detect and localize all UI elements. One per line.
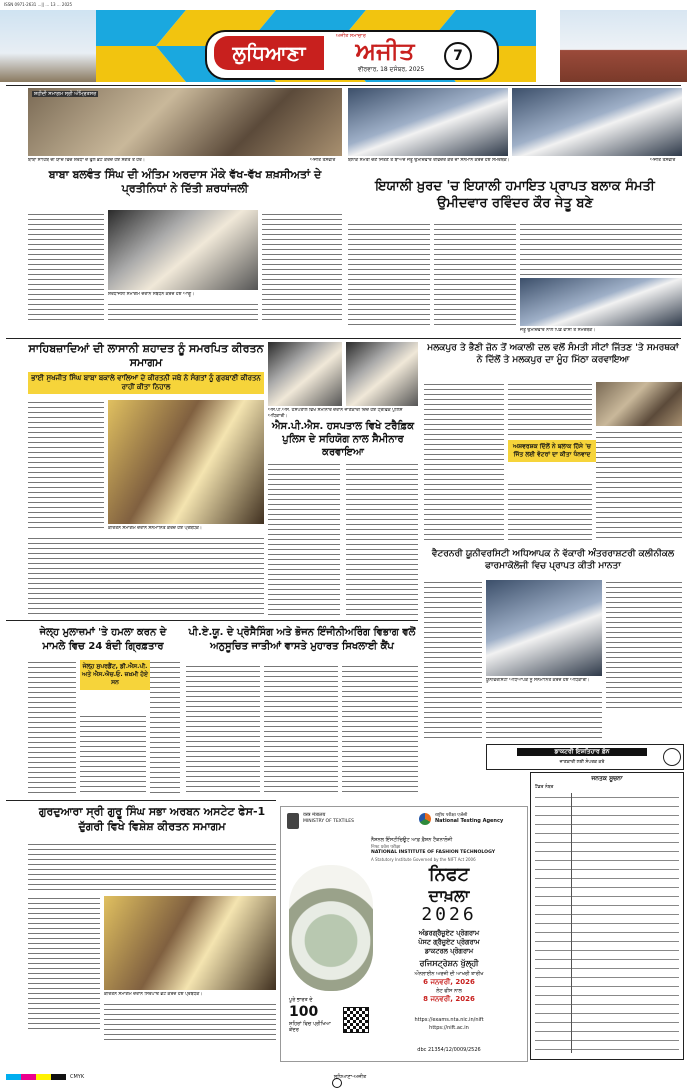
- late-fee-date: 8 ਜਨਵਰੀ, 2026: [423, 995, 475, 1003]
- story9-body-lines-b: [28, 896, 100, 1032]
- prefix-line: ISSN 0971-2631 ...|| ... 13 ... 2025: [4, 2, 73, 7]
- small-ad: [486, 744, 684, 770]
- footer-cmyk: CMYK: [70, 1074, 85, 1080]
- brand-name: ਨਿਫਟ: [428, 864, 470, 885]
- story2-photo-caption: ਜੇਤੂ ਉਮੀਦਵਾਰ ਨਾਲ ਪਿੰਡ ਵਾਸੀ ਤੇ ਸਮਰਥਕ।: [520, 328, 596, 333]
- small-ad-label: ਡਾਕਟਰੀ ਇਸ਼ਤਿਹਾਰ ਫ਼ੋਨ: [517, 748, 647, 756]
- url-nift: https://nift.ac.in: [429, 1025, 469, 1031]
- admission-year: 2026: [421, 904, 477, 925]
- small-ad-sub: ਜਾਣਕਾਰੀ ਲਈ ਸੰਪਰਕ ਕਰੋ: [559, 760, 605, 765]
- programme-pg: ਪੋਸਟ ਗ੍ਰੈਜੂਏਟ ਪ੍ਰੋਗਰਾਮ: [418, 938, 480, 946]
- story1-headline: ਬਾਬਾ ਬਲਵੰਤ ਸਿੰਘ ਦੀ ਅੰਤਿਮ ਅਰਦਾਸ ਮੌਕੇ ਵੱਖ-ਵੱਖ ਸ਼ਖ਼ਸੀਅਤਾਂ ਦੇ ਪ੍ਰਤੀਨਿਧਾਂ ਨੇ ਦਿੱਤੀ ਸ਼ਰਧਾਂਜਲੀ: [48, 168, 322, 195]
- centres-pre: ਪੂਰੇ ਭਾਰਤ ਦੇ: [289, 997, 313, 1003]
- city-name: ਲੁਧਿਆਣਾ: [214, 36, 324, 70]
- swatch-yellow: [36, 1074, 51, 1080]
- story7-body-lines-b: [80, 714, 146, 796]
- story6-body-lines-a: [424, 580, 482, 740]
- story2-photo-left: [348, 88, 508, 156]
- story5-body-lines-d: [596, 430, 682, 542]
- small-ad-emblem-icon: [663, 748, 681, 766]
- header-photo-right: [560, 10, 687, 82]
- centres-number: 100: [289, 1004, 319, 1020]
- paper-tag: ਅਜੀਤ ਸਮਾਚਾਰ: [336, 33, 366, 39]
- story2-caption: ਬਲਾਕ ਸੰਮਤੀ ਚੋਣ ਜਿੱਤਣ ਤੋਂ ਬਾਅਦ ਜੇਤੂ ਉਮੀਦਵਾਰ ਰਵਿੰਦਰ ਕੌਰ ਦਾ ਸਨਮਾਨ ਕਰਦੇ ਹੋਏ ਸਮਰਥਕ।: [348, 158, 510, 163]
- statutory-line: A Statutory Institute Governed by the NIFT Act 2006: [371, 857, 476, 862]
- swatch-cyan: [6, 1074, 21, 1080]
- color-bar: [6, 1074, 66, 1080]
- swatch-black: [51, 1074, 66, 1080]
- story9-photo: [104, 896, 276, 990]
- page-number: 7: [444, 42, 472, 70]
- programme-ug: ਅੰਡਰਗ੍ਰੈਜੂਏਟ ਪ੍ਰੋਗਰਾਮ: [418, 929, 480, 937]
- story5-body-lines-b: [508, 382, 592, 436]
- story3-photo-caption: ਕੀਰਤਨ ਸਮਾਗਮ ਦੌਰਾਨ ਸਨਮਾਨਿਤ ਕਰਦੇ ਹੋਏ ਪ੍ਰਬੰਧਕ।: [108, 526, 202, 531]
- story2-body-lines-b: [434, 222, 516, 326]
- nta-name: National Testing Agency: [435, 818, 504, 824]
- story4-photo-left: [268, 342, 342, 406]
- url-nta: https://exams.nta.nic.in/nift: [414, 1017, 484, 1023]
- admission-label: ਦਾਖ਼ਲਾ: [428, 886, 470, 905]
- late-fee-line: ਲੇਟ ਫੀਸ ਨਾਲ: [436, 988, 462, 994]
- public-notice: [530, 772, 684, 1060]
- story9-body-lines-c: [104, 1002, 276, 1042]
- story2-credit: ਅਜੀਤ ਤਸਵੀਰ: [650, 158, 676, 163]
- story5-body-lines-c: [508, 482, 592, 542]
- story8-body-lines-b: [264, 664, 338, 796]
- story2-body-lines-a: [348, 222, 430, 326]
- story1-photo-inline: [108, 210, 258, 290]
- divider-2: [6, 620, 418, 621]
- story5-body-lines-a: [424, 382, 504, 542]
- story6-photo-caption: ਯੂਨੀਵਰਸਿਟੀ ਅਧਿਆਪਕ ਨੂੰ ਸਨਮਾਨਿਤ ਕਰਦੇ ਹੋਏ ਅਧਿਕਾਰੀ।: [486, 678, 590, 683]
- story9-photo-caption: ਕੀਰਤਨ ਸਮਾਗਮ ਦੌਰਾਨ ਸਿਰੋਪਾਓ ਭੇਟ ਕਰਦੇ ਹੋਏ ਪ੍ਰਬੰਧਕ।: [104, 992, 203, 997]
- story3-subhead: ਭਾਈ ਸੁਖਜੀਤ ਸਿੰਘ ਬਾਬਾ ਬਕਾਲੇ ਵਾਲਿਆਂ ਦੇ ਕੀਰਤਨੀ ਜਥੇ ਨੇ ਸੰਗਤਾਂ ਨੂੰ ਗੁਰਬਾਣੀ ਕੀਰਤਨ ਰਾਹੀਂ ਕੀਤਾ ਨਿਹਾਲ: [28, 372, 264, 394]
- story5-photo: [596, 382, 682, 426]
- story6-photo: [486, 580, 602, 676]
- divider-1: [6, 338, 681, 339]
- qr-code-icon: [343, 1007, 369, 1033]
- paper-name: ਅਜੀਤ: [355, 37, 415, 65]
- issue-date: ਵੀਰਵਾਰ, 18 ਦਸੰਬਰ, 2025: [357, 66, 425, 73]
- story9-body-lines-a: [28, 842, 276, 892]
- story1-body-lines-a: [28, 212, 104, 324]
- story7-headline: ਜੇਲ੍ਹ ਮੁਲਾਜ਼ਮਾਂ 'ਤੇ ਹਮਲਾ ਕਰਨ ਦੇ ਮਾਮਲੇ ਵਿਚ 24 ਬੰਦੀ ਗ੍ਰਿਫ਼ਤਾਰ: [39, 627, 167, 652]
- story7-body-lines-c: [150, 660, 180, 796]
- ministry-hindi: वस्त्र मंत्रालय: [303, 812, 326, 818]
- story5-pull-quote: ਅਸ਼ਵਰਸ਼ਕ ਦਿੱਲੋਂ ਨੇ ਬਲਾਕ ਹਿੱਸੇ 'ਚ ਜਿੱਤ ਲਈ ਵੋਟਰਾਂ ਦਾ ਕੀਤਾ ਧੰਨਵਾਦ: [508, 440, 596, 462]
- notice-ref: ਟੈਂਡਰ ਨੰਬਰ: [535, 785, 554, 790]
- nta-hindi: राष्ट्रीय परीक्षा एजेंसी: [435, 813, 468, 818]
- inst-hindi: निफ्ट प्रवेश परीक्षा: [371, 845, 401, 850]
- nift-ad: [280, 806, 528, 1062]
- nta-logo-icon: [419, 813, 431, 825]
- story6-body-lines-b: [606, 580, 682, 710]
- story7-box: ਜੇਲ੍ਹ ਸੁਪਰਡੈਂਟ, ਡੀ.ਐਸ.ਪੀ. ਅਤੇ ਐਸ.ਐਚ.ਓ. ਜ਼ਖ਼ਮੀ ਹੋਏ ਸਨ: [80, 660, 150, 690]
- story1-caption: ਬਾਬਾ ਸਾਹਿਬ ਦੀ ਯਾਦ ਵਿਚ ਸ਼ਰਧਾ ਦੇ ਫੁੱਲ ਭੇਟ ਕਰਦੇ ਹੋਏ ਸੰਗਤ ਤੇ ਹੋਰ।: [28, 158, 145, 163]
- story1-photo-tag: ਸ਼ਹੀਦੀ ਸਮਾਗਮ ਸ੍ਰੀ ਅੰਮ੍ਰਿਤਸਰ: [34, 91, 97, 97]
- emblem-icon: [287, 813, 299, 829]
- story6-headline: ਵੈਟਰਨਰੀ ਯੂਨੀਵਰਸਿਟੀ ਅਧਿਆਪਕ ਨੇ ਵੱਕਾਰੀ ਅੰਤਰਰਾਸ਼ਟਰੀ ਕਲੀਨੀਕਲ ਫਾਰਮਾਕੋਲੋਜੀ ਵਿਚ ਪ੍ਰਾਪਤ ਕੀਤੀ ਮਾਨਤਾ: [431, 549, 675, 571]
- story2-photo-group: [520, 278, 682, 326]
- story1-body-lines-b: [262, 212, 342, 324]
- footer-center: ਲੁਧਿਆਣਾ-ਅਜੀਤ: [333, 1074, 367, 1080]
- story3-headline: ਸਾਹਿਬਜ਼ਾਦਿਆਂ ਦੀ ਲਾਸਾਨੀ ਸ਼ਹਾਦਤ ਨੂੰ ਸਮਰਪਿਤ ਕੀਰਤਨ ਸਮਾਗਮ: [28, 342, 264, 369]
- divider-3: [6, 800, 276, 801]
- story1-body-lines-c: [108, 302, 258, 324]
- registration-mark-icon: [332, 1078, 342, 1088]
- story4-photo-right: [346, 342, 418, 406]
- story8-headline: ਪੀ.ਏ.ਯੂ. ਦੇ ਪ੍ਰੋਸੈਸਿੰਗ ਅਤੇ ਭੋਜਨ ਇੰਜੀਨੀਅਰਿੰਗ ਵਿਭਾਗ ਵਲੋਂ ਅਨੁਸੂਚਿਤ ਜਾਤੀਆਂ ਵਾਸਤੇ ਮੁਹਾਰਤ ਸਿਖਲਾਈ ਕੈਂਪ: [188, 627, 416, 652]
- story1-credit: ਅਜੀਤ ਤਸਵੀਰ: [310, 158, 336, 163]
- story1-photo-caption: ਸ਼ਰਧਾਂਜਲੀ ਸਮਾਗਮ ਦੌਰਾਨ ਸੰਬੋਧਨ ਕਰਦੇ ਹੋਏ ਆਗੂ।: [108, 292, 195, 297]
- centres-post: ਸ਼ਹਿਰਾਂ ਵਿਚ ਪ੍ਰੀਖਿਆ ਕੇਂਦਰ: [289, 1021, 331, 1033]
- story4-headline: ਐਸ.ਪੀ.ਐਸ. ਹਸਪਤਾਲ ਵਿਖੇ ਟਰੈਫ਼ਿਕ ਪੁਲਿਸ ਦੇ ਸਹਿਯੋਗ ਨਾਲ ਸੈਮੀਨਾਰ ਕਰਵਾਇਆ: [271, 421, 415, 458]
- ministry-name: MINISTRY OF TEXTILES: [303, 819, 354, 824]
- story4-caption: ਐਸ.ਪੀ.ਐਸ. ਹਸਪਤਾਲ ਵਿਖੇ ਸੈਮੀਨਾਰ ਦੌਰਾਨ ਜਾਣਕਾਰੀ ਦਿੰਦੇ ਹੋਏ ਟ੍ਰੈਫਿਕ ਪੁਲਿਸ ਅਧਿਕਾਰੀ।: [268, 408, 403, 419]
- story8-body-lines-a: [186, 664, 260, 796]
- inst-punjabi: ਨੈਸ਼ਨਲ ਇੰਸਟੀਚਿਊਟ ਆਫ਼ ਫ਼ੈਸ਼ਨ ਟੈਕਨਾਲੋਜੀ: [371, 837, 453, 843]
- programme-phd: ਡਾਕਟਰਲ ਪ੍ਰੋਗਰਾਮ: [424, 947, 474, 955]
- story2-headline: ਇਯਾਲੀ ਖ਼ੁਰਦ 'ਚ ਇਯਾਲੀ ਹਮਾਇਤ ਪ੍ਰਾਪਤ ਬਲਾਕ ਸੰਮਤੀ ਉਮੀਦਵਾਰ ਰਵਿੰਦਰ ਕੌਰ ਜੇਤੂ ਬਣੇ: [375, 179, 655, 211]
- ad-code: dbc 21354/12/0009/2526: [417, 1047, 481, 1053]
- header-rule: [6, 85, 681, 86]
- story3-body-lines-a: [28, 400, 104, 530]
- notice-body: [535, 793, 679, 1053]
- story9-headline: ਗੁਰਦੁਆਰਾ ਸ੍ਰੀ ਗੁਰੂ ਸਿੰਘ ਸਭਾ ਅਰਬਨ ਅਸਟੇਟ ਫੇਸ-1 ਦੁੱਗਰੀ ਵਿਖੇ ਵਿਸ਼ੇਸ਼ ਕੀਰਤਨ ਸਮਾਗਮ: [38, 805, 266, 833]
- inst-name: NATIONAL INSTITUTE OF FASHION TECHNOLOGY: [371, 850, 496, 855]
- header-photo-left: [0, 10, 96, 82]
- deadline-date: 6 ਜਨਵਰੀ, 2026: [423, 978, 475, 986]
- story3-body-lines-b: [28, 536, 264, 616]
- story4-body-lines-b: [346, 462, 418, 616]
- swatch-magenta: [21, 1074, 36, 1080]
- story7-body-lines-a: [28, 660, 76, 796]
- story5-headline: ਮਲਕਪੁਰ ਤੇ ਭੈਣੀ ਜ਼ੋਨ ਤੋਂ ਅਕਾਲੀ ਦਲ ਵਲੋਂ ਸੰਮਤੀ ਸੀਟਾਂ ਜਿੱਤਣ 'ਤੇ ਸਮਰਥਕਾਂ ਨੇ ਦਿੱਲੋਂ ਤੇ ਮਲਕਪੁਰ ਦਾ ਮੂੰਹ ਮਿੱਠਾ ਕਰਵਾਇਆ: [427, 343, 679, 365]
- notice-title: ਜਨਤਕ ਸੂਚਨਾ: [591, 775, 623, 782]
- registration-title: ਰਜਿਸਟ੍ਰੇਸ਼ਨ ਖੁੱਲ੍ਹੀ: [419, 959, 479, 968]
- story2-photo-right: [512, 88, 682, 156]
- story1-photo: [28, 88, 342, 156]
- story2-body-lines-c: [520, 222, 682, 276]
- story3-photo: [108, 400, 264, 524]
- notice-table-col: [571, 793, 572, 1053]
- registration-line: ਔਨਲਾਈਨ ਅਰਜ਼ੀ ਦੀ ਆਖਰੀ ਤਾਰੀਖ: [414, 971, 484, 977]
- story4-body-lines-a: [268, 462, 340, 616]
- story8-body-lines-c: [342, 664, 418, 796]
- ad-artwork: [289, 865, 373, 991]
- story6-body-lines-c: [486, 690, 602, 740]
